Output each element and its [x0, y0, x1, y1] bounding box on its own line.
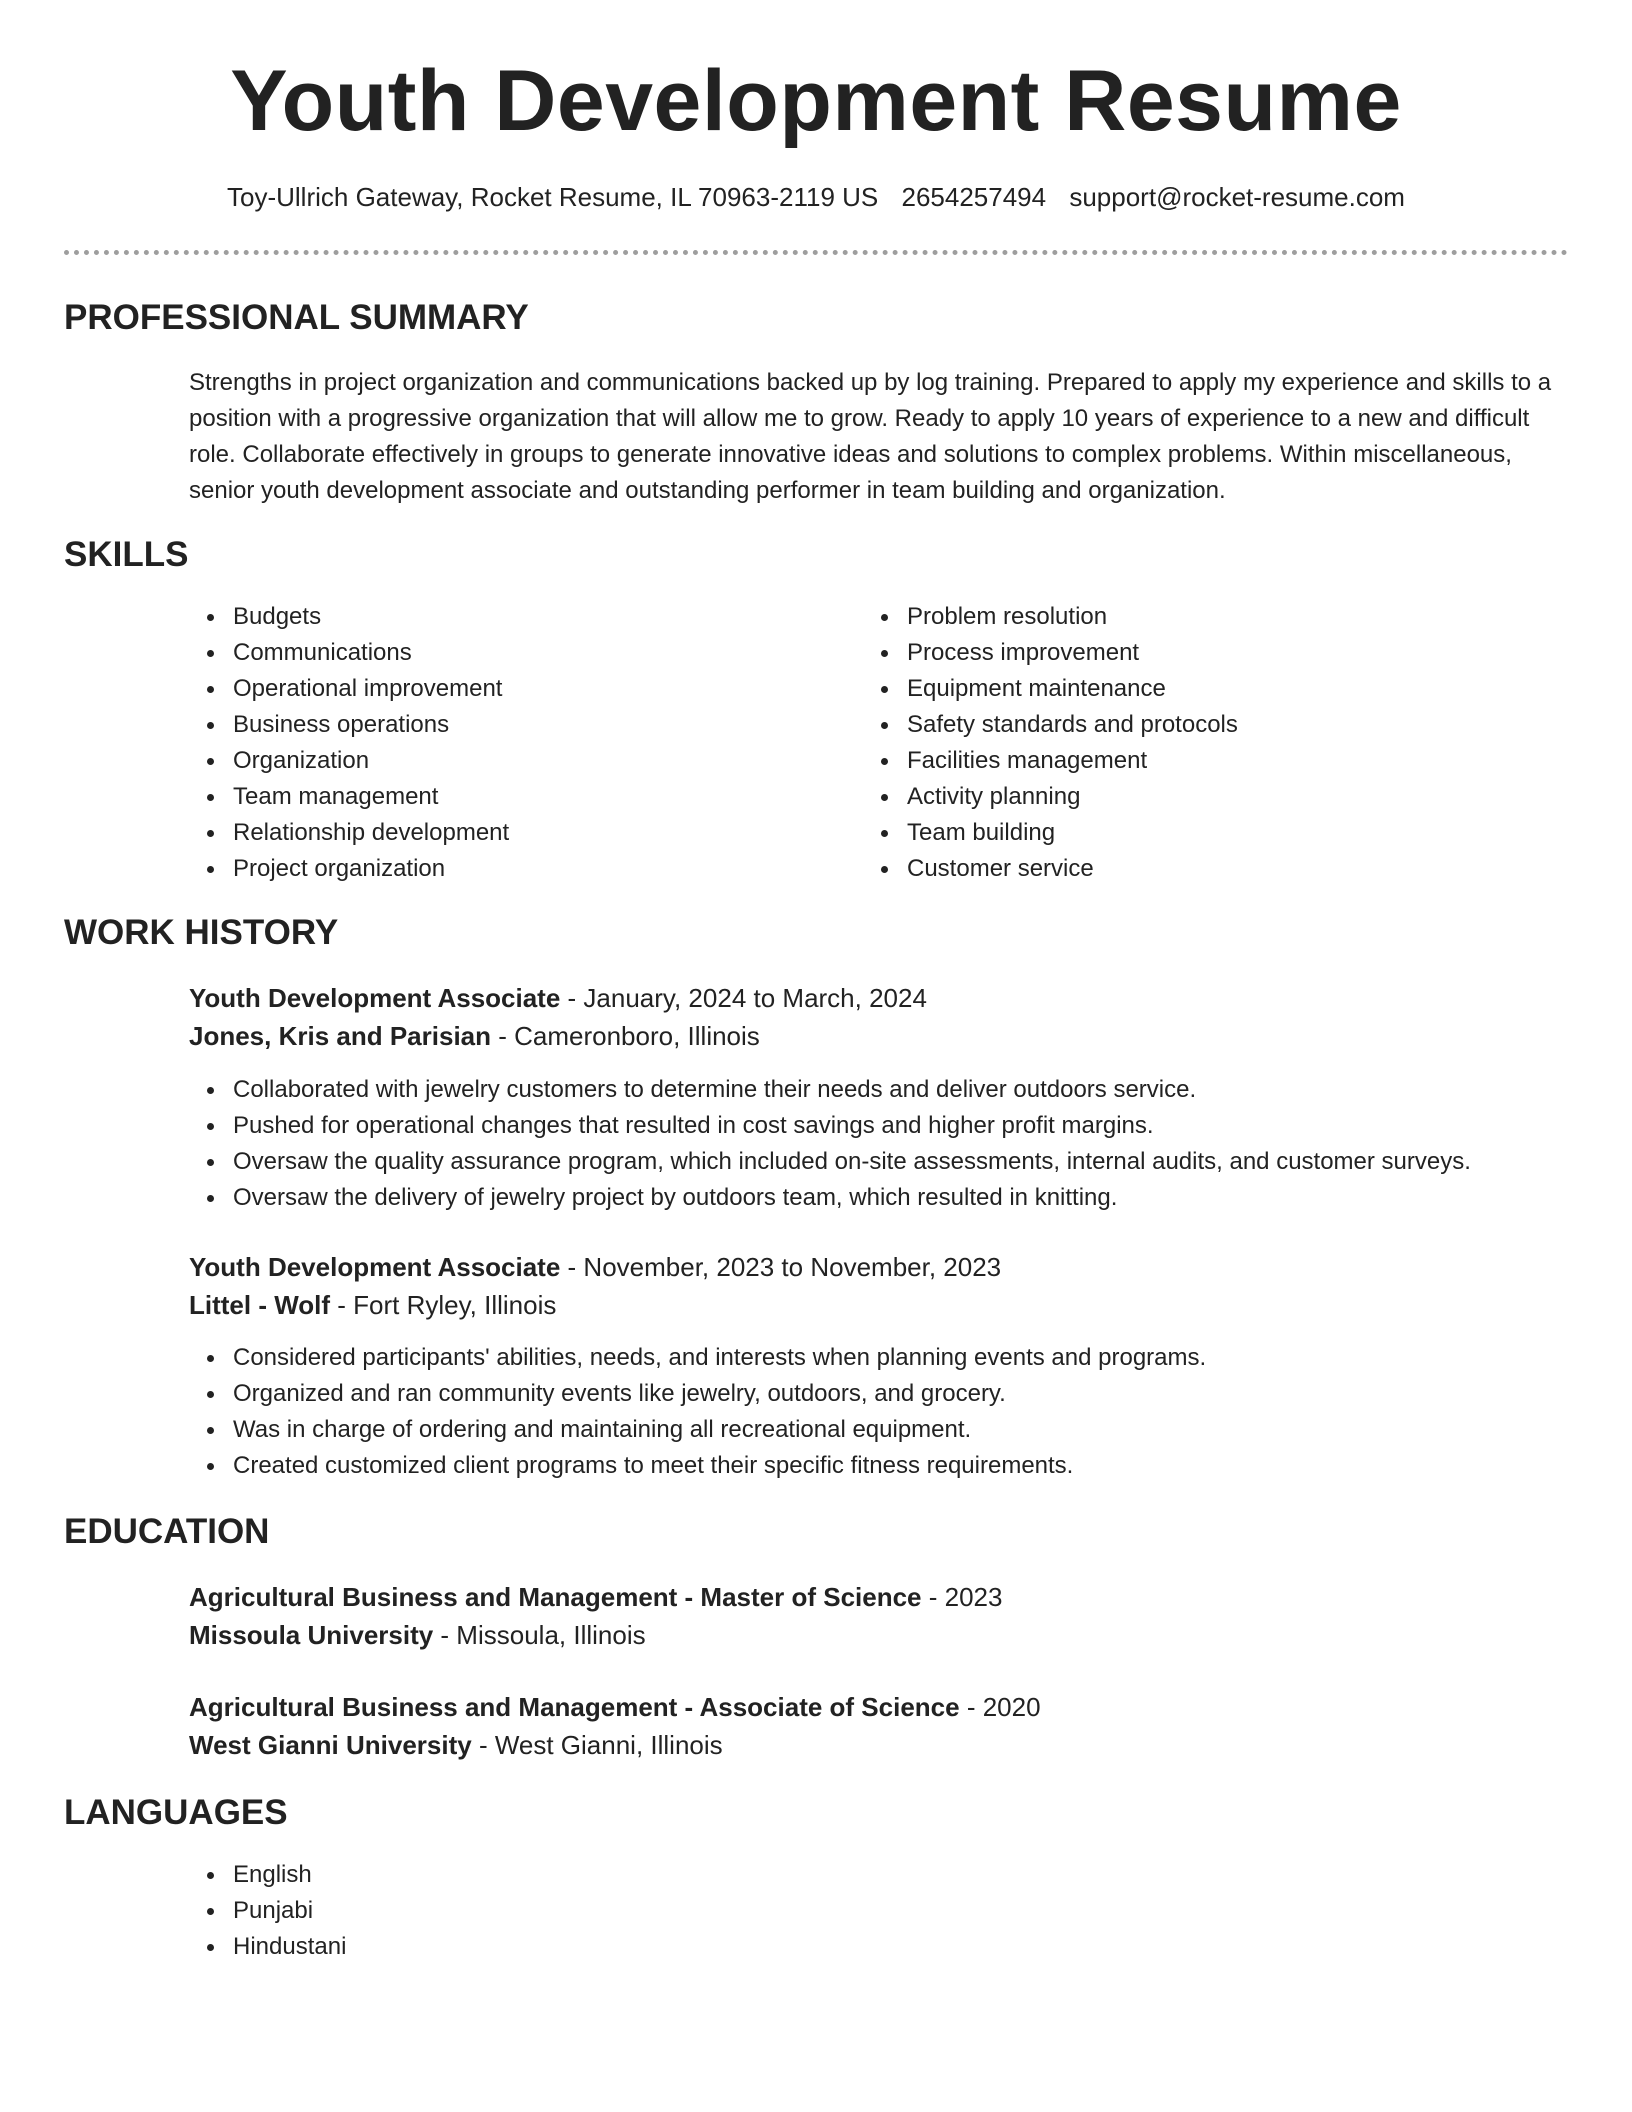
job-bullet: Considered participants' abilities, needs, and interests when planning events and programs.	[189, 1340, 1206, 1376]
job-bullet: Created customized client programs to meet their specific fitness requirements.	[189, 1448, 1206, 1484]
skill-item: Team building	[863, 815, 1238, 851]
skill-item: Relationship development	[189, 815, 509, 851]
degree-year: - 2020	[959, 1692, 1041, 1722]
job-bullet: Collaborated with jewelry customers to determine their needs and deliver outdoors service.	[189, 1072, 1471, 1108]
school-name: West Gianni University	[189, 1730, 472, 1760]
job-bullet: Was in charge of ordering and maintaining all recreational equipment.	[189, 1412, 1206, 1448]
languages-list	[189, 1857, 346, 1965]
contact-line	[0, 182, 1632, 213]
skill-item: Communications	[189, 635, 509, 671]
job-bullets	[189, 1072, 1471, 1216]
job-title-line	[189, 1248, 1001, 1286]
skills-list-left	[189, 599, 509, 887]
degree-year: - 2023	[921, 1582, 1003, 1612]
language-item: Punjabi	[189, 1893, 346, 1929]
languages-heading: LANGUAGES	[64, 1793, 288, 1832]
job-company-line	[189, 1286, 556, 1324]
skill-item: Safety standards and protocols	[863, 707, 1238, 743]
school-line	[189, 1616, 646, 1654]
skill-item: Team management	[189, 779, 509, 815]
contact-phone: 2654257494	[901, 182, 1047, 212]
skill-item: Facilities management	[863, 743, 1238, 779]
job-dates: - January, 2024 to March, 2024	[560, 983, 927, 1013]
skills-heading: SKILLS	[64, 535, 189, 574]
education-heading: EDUCATION	[64, 1512, 270, 1551]
job-bullet: Organized and ran community events like jewelry, outdoors, and grocery.	[189, 1376, 1206, 1412]
school-location: - Missoula, Illinois	[433, 1620, 646, 1650]
job-title: Youth Development Associate	[189, 983, 561, 1013]
job-company-line	[189, 1017, 760, 1055]
degree-line	[189, 1688, 1041, 1726]
school-name: Missoula University	[189, 1620, 434, 1650]
skill-item: Project organization	[189, 851, 509, 887]
skill-item: Organization	[189, 743, 509, 779]
job-title-line	[189, 979, 927, 1017]
skill-item: Business operations	[189, 707, 509, 743]
contact-address: Toy-Ullrich Gateway, Rocket Resume, IL 70963-2119 US	[227, 182, 879, 212]
work-heading: WORK HISTORY	[64, 913, 339, 952]
degree-line	[189, 1578, 1002, 1616]
job-location: - Cameronboro, Illinois	[491, 1021, 760, 1051]
degree-name: Agricultural Business and Management - Associate of Science	[189, 1692, 960, 1722]
contact-email: support@rocket-resume.com	[1069, 182, 1405, 212]
language-item: English	[189, 1857, 346, 1893]
job-location: - Fort Ryley, Illinois	[330, 1290, 557, 1320]
skill-item: Operational improvement	[189, 671, 509, 707]
summary-text: Strengths in project organization and communications backed up by log training. Prepared to apply my experience and skills to a position with a progressive organization that will allow me to grow. Ready to apply 10 years of experience to a new and difficult role. Collaborate effectively in groups to generate innovative ideas and solutions to complex problems. Within miscellaneous, senior youth development associate and outstanding performer in team building and organization.	[189, 369, 1552, 504]
job-bullet: Oversaw the quality assurance program, which included on-site assessments, internal audits, and customer surveys.	[189, 1144, 1471, 1180]
job-title: Youth Development Associate	[189, 1252, 561, 1282]
job-bullets	[189, 1340, 1206, 1484]
resume-title: Youth Development Resume	[230, 53, 1402, 149]
job-dates: - November, 2023 to November, 2023	[560, 1252, 1002, 1282]
skill-item: Problem resolution	[863, 599, 1238, 635]
skill-item: Process improvement	[863, 635, 1238, 671]
job-bullet: Oversaw the delivery of jewelry project by outdoors team, which resulted in knitting.	[189, 1180, 1471, 1216]
language-item: Hindustani	[189, 1929, 346, 1965]
job-company: Littel - Wolf	[189, 1290, 331, 1320]
skill-item: Customer service	[863, 851, 1238, 887]
skill-item: Equipment maintenance	[863, 671, 1238, 707]
job-company: Jones, Kris and Parisian	[189, 1021, 492, 1051]
skill-item: Activity planning	[863, 779, 1238, 815]
skill-item: Budgets	[189, 599, 509, 635]
header-divider	[64, 250, 1568, 255]
job-bullet: Pushed for operational changes that resulted in cost savings and higher profit margins.	[189, 1108, 1471, 1144]
school-line	[189, 1726, 723, 1764]
school-location: - West Gianni, Illinois	[471, 1730, 723, 1760]
summary-heading: PROFESSIONAL SUMMARY	[64, 298, 529, 337]
degree-name: Agricultural Business and Management - Master of Science	[189, 1582, 922, 1612]
skills-list-right	[863, 599, 1238, 887]
